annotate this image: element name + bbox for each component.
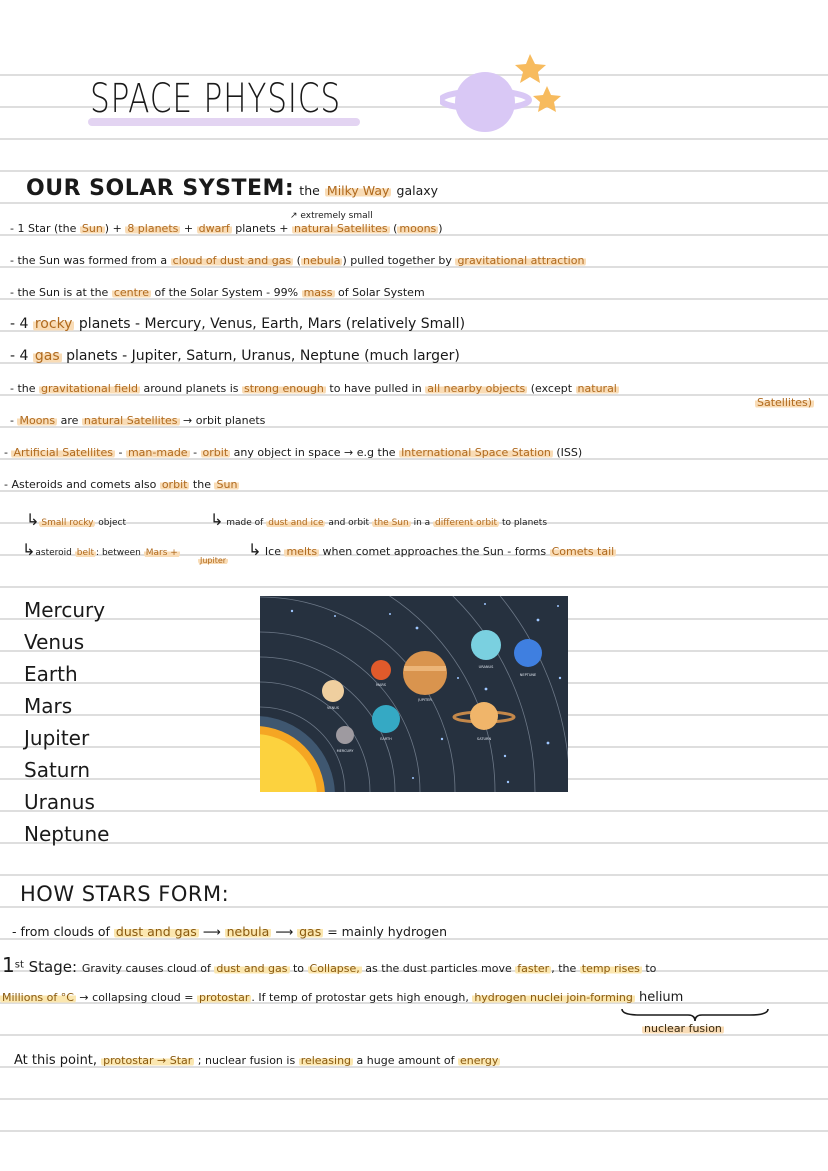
curved-arrow-icon: ↗ bbox=[290, 211, 301, 221]
note-overflow bbox=[755, 396, 814, 409]
rule-line bbox=[0, 170, 828, 172]
highlight: protostar bbox=[199, 991, 250, 1004]
stage-title: Stage: bbox=[23, 958, 82, 976]
highlight: gravitational field bbox=[41, 382, 138, 395]
note-line bbox=[0, 990, 683, 1005]
belt-sub bbox=[198, 556, 228, 565]
text: → collapsing cloud = bbox=[75, 991, 197, 1004]
highlight: different orbit bbox=[435, 518, 498, 528]
text: - 4 bbox=[10, 316, 33, 332]
rule-line bbox=[0, 1098, 828, 1100]
highlight: dust and ice bbox=[268, 518, 324, 528]
text: asteroid bbox=[35, 548, 75, 558]
note-line bbox=[10, 254, 586, 267]
curly-brace-icon bbox=[620, 1007, 770, 1023]
highlight: strong enough bbox=[244, 382, 324, 395]
text: when comet approaches the Sun - forms bbox=[319, 545, 550, 558]
text: ( bbox=[293, 254, 301, 267]
note-line bbox=[10, 222, 443, 235]
highlight: faster bbox=[517, 962, 550, 975]
page-title: SPACE PHYSICS bbox=[90, 76, 341, 122]
text: a huge amount of bbox=[353, 1054, 459, 1067]
text: - 1 Star (the bbox=[10, 222, 80, 235]
highlight: cloud of dust and gas bbox=[172, 254, 292, 267]
planet-name: Earth bbox=[24, 662, 78, 686]
highlight: dust and gas bbox=[115, 924, 197, 939]
rule-line bbox=[0, 874, 828, 876]
text: + bbox=[180, 222, 197, 235]
text: - the bbox=[10, 382, 40, 395]
note-line bbox=[10, 316, 465, 332]
highlight: dwarf bbox=[198, 222, 230, 235]
note-line bbox=[14, 1053, 500, 1068]
text: - Asteroids and comets also bbox=[4, 478, 160, 491]
svg-text:VENUS: VENUS bbox=[326, 706, 340, 710]
highlight: natural bbox=[577, 382, 617, 395]
svg-text:JUPITER: JUPITER bbox=[418, 698, 432, 702]
comet-branch bbox=[210, 510, 547, 529]
svg-text:NEPTUNE: NEPTUNE bbox=[519, 673, 537, 677]
text: (ISS) bbox=[552, 446, 583, 459]
text: . If temp of protostar gets high enough, bbox=[251, 991, 473, 1004]
planet-name: Neptune bbox=[24, 822, 110, 846]
highlight: Sun bbox=[81, 222, 103, 235]
section-heading: HOW STARS FORM: bbox=[20, 882, 230, 906]
text: - bbox=[4, 446, 12, 459]
text: in a bbox=[410, 518, 434, 528]
highlight: natural Satellites bbox=[294, 222, 388, 235]
text: ⟶ bbox=[271, 924, 298, 939]
planet-name: Mars bbox=[24, 694, 73, 718]
highlight: Artificial Satellites bbox=[13, 446, 113, 459]
text: (except bbox=[527, 382, 576, 395]
text: as the dust particles move bbox=[361, 962, 516, 975]
text: - bbox=[115, 446, 126, 459]
note-line bbox=[10, 414, 265, 427]
annotation-text: extremely small bbox=[300, 211, 373, 221]
melt-branch bbox=[248, 540, 616, 559]
highlight: 8 planets bbox=[127, 222, 179, 235]
rule-line bbox=[0, 138, 828, 140]
planet-name: Uranus bbox=[24, 790, 95, 814]
planet-name: Saturn bbox=[24, 758, 91, 782]
planet-name: Mercury bbox=[24, 598, 106, 622]
highlight: the Sun bbox=[373, 518, 409, 528]
asteroid-branch bbox=[26, 510, 126, 529]
text: planets - Jupiter, Saturn, Uranus, Neptune (much larger) bbox=[61, 348, 460, 364]
text: of Solar System bbox=[334, 286, 425, 299]
highlight: all nearby objects bbox=[427, 382, 526, 395]
highlight: moons bbox=[399, 222, 437, 235]
note-line bbox=[4, 478, 239, 491]
highlight: orbit bbox=[202, 446, 229, 459]
text: : between bbox=[96, 548, 144, 558]
highlight: protostar → Star bbox=[103, 1054, 193, 1067]
text: to bbox=[641, 962, 657, 975]
highlight: Comets tail bbox=[551, 545, 615, 558]
highlight: orbit bbox=[161, 478, 188, 491]
highlight: gas bbox=[299, 924, 322, 939]
text: Gravity causes cloud of bbox=[81, 962, 215, 975]
text: ( bbox=[389, 222, 398, 235]
text: ⟶ bbox=[198, 924, 225, 939]
rule-line bbox=[0, 1130, 828, 1132]
text: - from clouds of bbox=[12, 924, 114, 939]
highlight: gravitational attraction bbox=[457, 254, 585, 267]
text: ) pulled together by bbox=[342, 254, 456, 267]
text: Ice bbox=[261, 545, 285, 558]
highlight: gas bbox=[34, 348, 60, 364]
annotation-extremely-small bbox=[290, 211, 373, 221]
highlight: nuclear fusion bbox=[644, 1022, 722, 1035]
svg-text:SATURN: SATURN bbox=[476, 737, 492, 741]
text: to bbox=[289, 962, 308, 975]
text: object bbox=[95, 518, 127, 528]
highlight: Sun bbox=[216, 478, 238, 491]
text: made of bbox=[223, 518, 267, 528]
branch-arrow-icon: ↳ bbox=[248, 540, 262, 559]
highlight: temp rises bbox=[581, 962, 640, 975]
note-line bbox=[10, 286, 425, 299]
highlight: nebula bbox=[226, 924, 270, 939]
text: to have pulled in bbox=[325, 382, 426, 395]
highlight: man-made bbox=[127, 446, 188, 459]
svg-text:MERCURY: MERCURY bbox=[336, 749, 354, 753]
highlight: nebula bbox=[302, 254, 341, 267]
highlight: Millions of °C bbox=[2, 991, 74, 1004]
highlight: Jupiter bbox=[200, 556, 227, 565]
heading-text: the bbox=[299, 183, 320, 198]
text: around planets is bbox=[139, 382, 242, 395]
highlight: mass bbox=[303, 286, 333, 299]
solar-system-illustration bbox=[260, 596, 568, 792]
text: - bbox=[10, 414, 18, 427]
text: and orbit bbox=[325, 518, 372, 528]
note-line bbox=[10, 348, 460, 364]
highlight: rocky bbox=[34, 316, 73, 332]
highlight: Collapse, bbox=[309, 962, 360, 975]
rule-line bbox=[0, 906, 828, 908]
text: planets + bbox=[231, 222, 292, 235]
highlight: natural Satellites bbox=[83, 414, 178, 427]
highlight: International Space Station bbox=[401, 446, 551, 459]
note-line bbox=[10, 382, 619, 395]
planet-name: Venus bbox=[24, 630, 85, 654]
belt-branch bbox=[22, 540, 180, 559]
brace-label bbox=[642, 1022, 724, 1035]
text: helium bbox=[634, 990, 684, 1005]
planet-with-stars-icon bbox=[440, 52, 570, 136]
branch-arrow-icon: ↳ bbox=[26, 510, 40, 529]
highlight: Mars + bbox=[145, 548, 178, 558]
text: → orbit planets bbox=[179, 414, 266, 427]
planet-name: Jupiter bbox=[24, 726, 90, 750]
highlight: centre bbox=[113, 286, 149, 299]
text: to planets bbox=[499, 518, 548, 528]
solar-system-graphic bbox=[260, 596, 568, 792]
text: - bbox=[189, 446, 201, 459]
svg-text:URANUS: URANUS bbox=[478, 665, 494, 669]
rule-line bbox=[0, 842, 828, 844]
text: planets - Mercury, Venus, Earth, Mars (relatively Small) bbox=[74, 316, 466, 332]
highlight: releasing bbox=[300, 1054, 352, 1067]
highlight: dust and gas bbox=[216, 962, 288, 975]
text: the bbox=[189, 478, 215, 491]
highlight: Small rocky bbox=[41, 518, 94, 528]
svg-text:MARS: MARS bbox=[375, 683, 387, 687]
highlight: Moons bbox=[19, 414, 56, 427]
text: ) + bbox=[104, 222, 126, 235]
highlight: energy bbox=[460, 1054, 499, 1067]
text: any object in space → e.g the bbox=[230, 446, 400, 459]
text: are bbox=[57, 414, 82, 427]
rule-line bbox=[0, 202, 828, 204]
highlight: belt bbox=[76, 548, 95, 558]
highlight: melts bbox=[286, 545, 318, 558]
stage-number: 1 bbox=[2, 953, 15, 977]
heading-text: galaxy bbox=[396, 183, 439, 198]
note-line bbox=[12, 924, 447, 939]
branch-arrow-icon: ↳ bbox=[210, 510, 224, 529]
text: ; nuclear fusion is bbox=[194, 1054, 299, 1067]
solar-heading-line bbox=[26, 176, 438, 201]
highlight: hydrogen nuclei join-forming bbox=[474, 991, 633, 1004]
text: - 4 bbox=[10, 348, 33, 364]
rule-line bbox=[0, 586, 828, 588]
stage-sup: st bbox=[14, 959, 24, 971]
stage-line bbox=[2, 953, 656, 977]
text: = mainly hydrogen bbox=[323, 924, 448, 939]
highlight: Satellites) bbox=[757, 396, 813, 409]
text: - the Sun was formed from a bbox=[10, 254, 171, 267]
text: ) bbox=[438, 222, 443, 235]
text: At this point, bbox=[14, 1053, 102, 1068]
text: - the Sun is at the bbox=[10, 286, 112, 299]
svg-text:EARTH: EARTH bbox=[380, 737, 392, 741]
highlight: Milky Way bbox=[326, 183, 390, 198]
rule-line bbox=[0, 810, 828, 812]
branch-arrow-icon: ↳ bbox=[22, 540, 36, 559]
note-line bbox=[4, 446, 582, 459]
text: , the bbox=[551, 962, 580, 975]
text: of the Solar System - 99% bbox=[150, 286, 302, 299]
section-heading: OUR SOLAR SYSTEM: bbox=[26, 176, 295, 201]
